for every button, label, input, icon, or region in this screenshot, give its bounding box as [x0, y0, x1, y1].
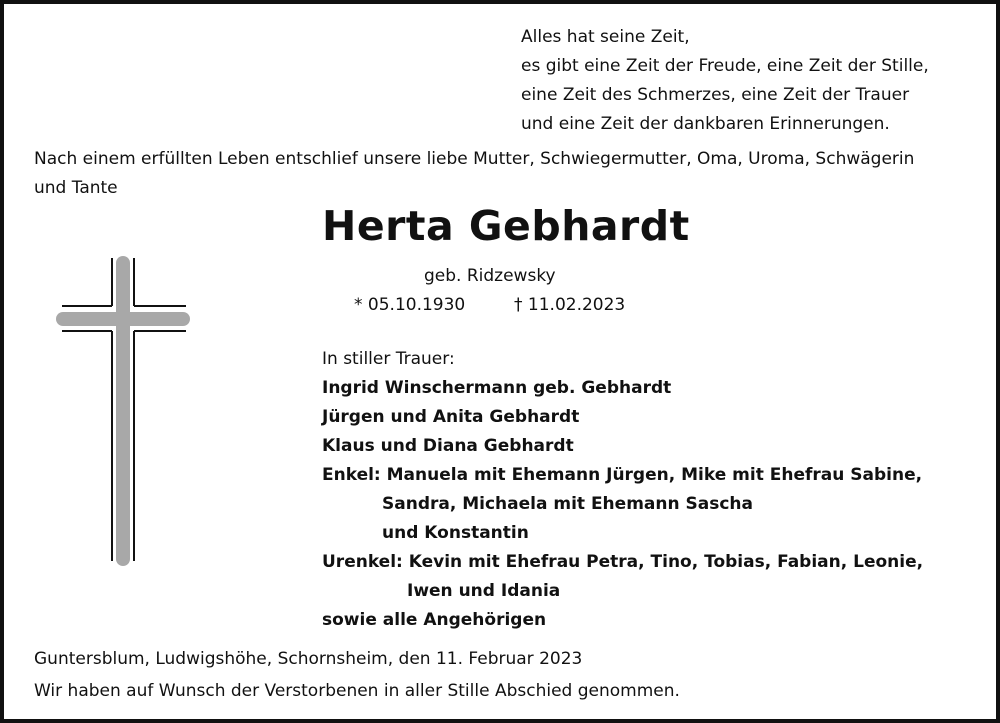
mourners-heading: In stiller Trauer:	[322, 349, 455, 369]
motto-line: eine Zeit des Schmerzes, eine Zeit der Trauer	[521, 85, 910, 105]
relatives-line: sowie alle Angehörigen	[322, 610, 547, 630]
motto-line: und eine Zeit der dankbaren Erinnerungen.	[521, 114, 890, 134]
great-grandchildren-line: Urenkel: Kevin mit Ehefrau Petra, Tino, Tobias, Fabian, Leonie,	[322, 552, 924, 572]
intro-text: Nach einem erfüllten Leben entschlief unsere liebe Mutter, Schwiegermutter, Oma, Uroma, Schwägerin und Tante	[34, 149, 915, 198]
grandchildren-line: und Konstantin	[382, 523, 529, 543]
grandchildren-line: Sandra, Michaela mit Ehemann Sascha	[382, 494, 753, 514]
death-date: † 11.02.2023	[514, 295, 626, 315]
motto-line: es gibt eine Zeit der Freude, eine Zeit der Stille,	[521, 56, 929, 76]
motto-verse	[521, 23, 929, 139]
motto-line: Alles hat seine Zeit,	[521, 27, 690, 47]
mourner-child: Ingrid Winschermann geb. Gebhardt	[322, 378, 672, 398]
deceased-name: Herta Gebhardt	[322, 202, 690, 250]
place-date: Guntersblum, Ludwigshöhe, Schornsheim, den 11. Februar 2023	[34, 649, 583, 669]
grandchildren-line: Enkel: Manuela mit Ehemann Jürgen, Mike mit Ehefrau Sabine,	[322, 465, 923, 485]
cross-icon	[54, 256, 194, 571]
farewell-note: Wir haben auf Wunsch der Verstorbenen in aller Stille Abschied genommen.	[34, 681, 680, 701]
mourners-block	[322, 345, 923, 635]
great-grandchildren-line: Iwen und Idania	[407, 581, 561, 601]
mourner-child: Jürgen und Anita Gebhardt	[322, 407, 580, 427]
birth-date: * 05.10.1930	[354, 295, 466, 315]
mourner-child: Klaus und Diana Gebhardt	[322, 436, 574, 456]
birth-name: geb. Ridzewsky	[424, 266, 556, 286]
